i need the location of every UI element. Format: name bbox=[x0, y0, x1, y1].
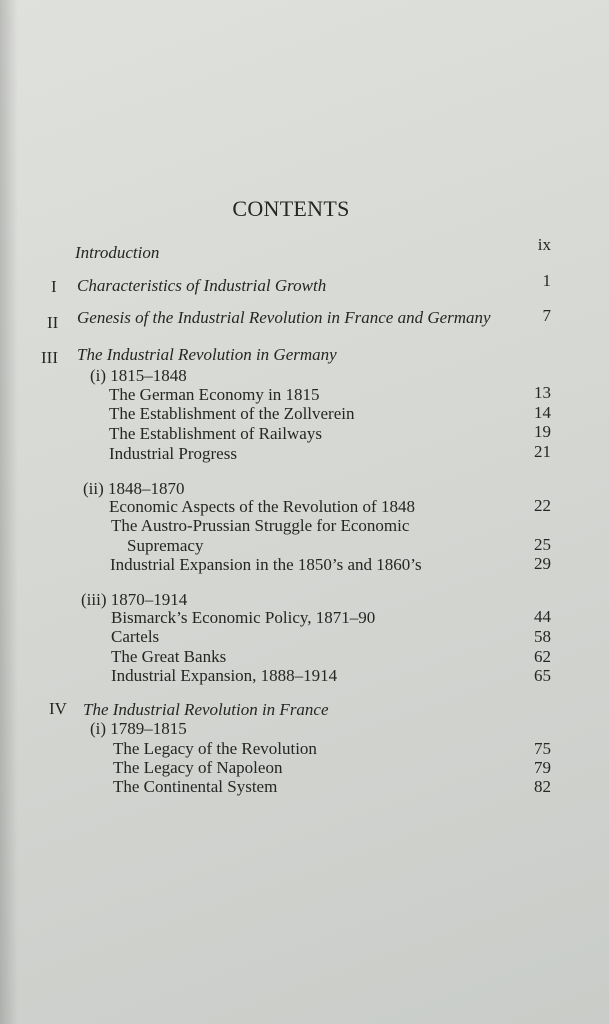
toc-item-title: The Legacy of the Revolution bbox=[113, 739, 317, 758]
toc-item-page: 44 bbox=[534, 607, 551, 626]
toc-item-page: 14 bbox=[534, 403, 551, 422]
toc-item-page: 22 bbox=[534, 496, 551, 515]
toc-item-page: 58 bbox=[534, 627, 551, 646]
chapter-title: Genesis of the Industrial Revolution in France and Germany bbox=[77, 308, 491, 327]
toc-item-title: Industrial Expansion, 1888–1914 bbox=[111, 666, 338, 685]
chapter-title: The Industrial Revolution in France bbox=[83, 700, 329, 719]
toc-item-page: 79 bbox=[534, 758, 551, 777]
toc-entry-introduction-page: ix bbox=[537, 235, 551, 254]
toc-item-page: 19 bbox=[534, 422, 551, 441]
chapter-numeral: III bbox=[41, 348, 58, 367]
section-label: (i) 1815–1848 bbox=[90, 366, 187, 385]
toc-item-page: 21 bbox=[534, 442, 551, 461]
section-label: (i) 1789–1815 bbox=[90, 719, 187, 738]
section-label: (iii) 1870–1914 bbox=[81, 590, 188, 609]
toc-item-title: Cartels bbox=[111, 627, 160, 646]
chapter-numeral: I bbox=[51, 277, 57, 296]
toc-item-title-continuation: Supremacy bbox=[127, 536, 204, 555]
toc-item-title: The Austro-Prussian Struggle for Economic bbox=[111, 516, 410, 535]
toc-item-title: The Legacy of Napoleon bbox=[113, 758, 283, 777]
chapter-page: 7 bbox=[542, 306, 551, 325]
toc-item-page: 82 bbox=[534, 777, 551, 796]
toc-item-page: 75 bbox=[534, 739, 551, 758]
contents-heading: CONTENTS bbox=[232, 196, 350, 221]
toc-item-title: Industrial Progress bbox=[109, 444, 237, 463]
toc-entry-introduction-title: Introduction bbox=[75, 243, 160, 262]
toc-item-title: The Great Banks bbox=[111, 647, 227, 666]
toc-item-title: Economic Aspects of the Revolution of 1848 bbox=[109, 497, 415, 516]
toc-item-page: 62 bbox=[534, 647, 551, 666]
page-gutter-shadow bbox=[0, 0, 18, 1024]
toc-item-page: 29 bbox=[534, 554, 551, 573]
toc-item-title: The Establishment of Railways bbox=[109, 424, 322, 443]
toc-item-page: 25 bbox=[534, 535, 551, 554]
toc-item-title: Industrial Expansion in the 1850’s and 1860’s bbox=[110, 555, 422, 574]
chapter-title: Characteristics of Industrial Growth bbox=[77, 276, 327, 295]
section-label: (ii) 1848–1870 bbox=[83, 479, 185, 498]
chapter-numeral: II bbox=[47, 313, 59, 332]
toc-item-title: Bismarck’s Economic Policy, 1871–90 bbox=[111, 608, 376, 627]
chapter-page: 1 bbox=[542, 271, 551, 290]
toc-item-title: The Continental System bbox=[113, 777, 278, 796]
chapter-numeral: IV bbox=[49, 699, 67, 718]
toc-item-title: The German Economy in 1815 bbox=[109, 385, 320, 404]
toc-item-title: The Establishment of the Zollverein bbox=[109, 404, 355, 423]
toc-item-page: 65 bbox=[534, 666, 551, 685]
chapter-title: The Industrial Revolution in Germany bbox=[77, 345, 337, 364]
toc-item-page: 13 bbox=[534, 383, 551, 402]
